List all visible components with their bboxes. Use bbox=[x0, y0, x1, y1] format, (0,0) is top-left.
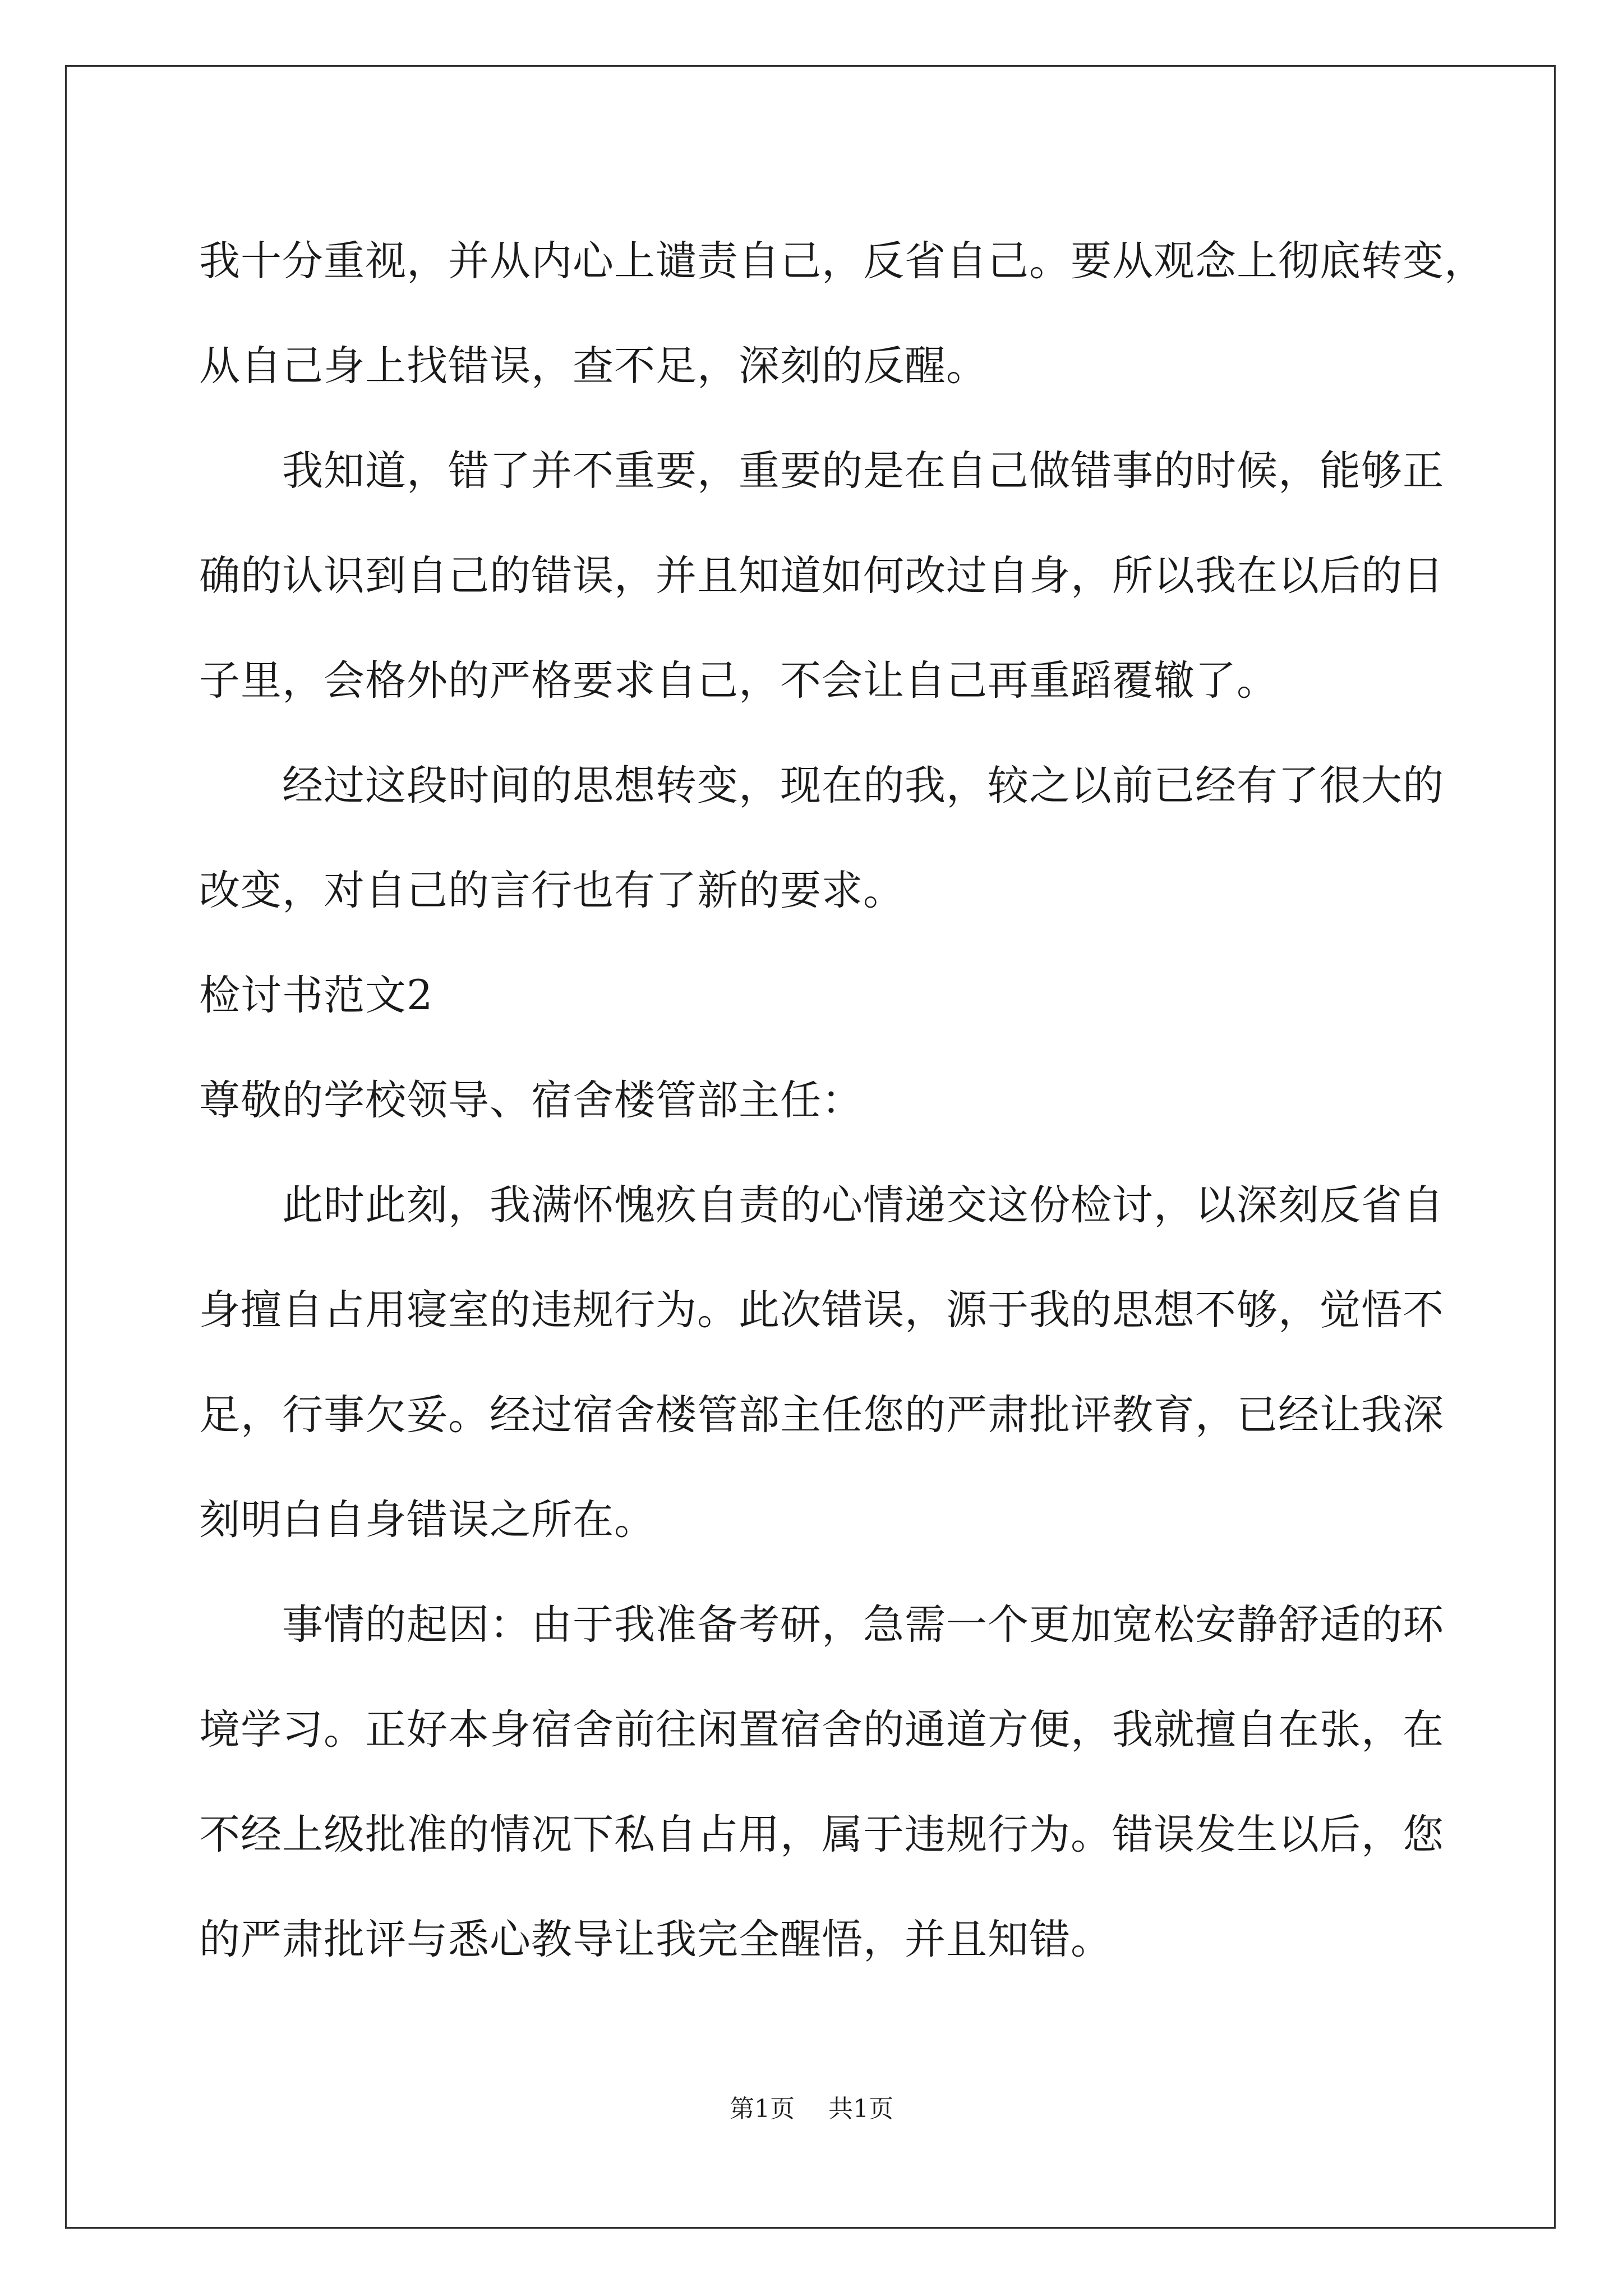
document-body bbox=[199, 209, 1486, 1992]
text-line: 此时此刻，我满怀愧疚自责的心情递交这份检讨，以深刻反省自 bbox=[282, 1181, 1444, 1229]
text-line: 确的认识到自己的错误，并且知道如何改过自身，所以我在以后的日 bbox=[199, 552, 1444, 600]
text-line: 刻明白自身错误之所在。 bbox=[199, 1496, 656, 1544]
page-total: 共1页 bbox=[828, 2095, 893, 2123]
text-line: 境学习。正好本身宿舍前往闲置宿舍的通道方便，我就擅自在张，在 bbox=[199, 1706, 1444, 1754]
page-footer bbox=[0, 2092, 1623, 2126]
text-line: 事情的起因：由于我准备考研，急需一个更加宽松安静舒适的环 bbox=[282, 1601, 1444, 1649]
page-number: 第1页 bbox=[730, 2095, 795, 2123]
text-line: 子里，会格外的严格要求自己，不会让自己再重蹈覆辙了。 bbox=[199, 657, 1278, 705]
text-line: 我知道，错了并不重要，重要的是在自己做错事的时候，能够正 bbox=[282, 447, 1444, 495]
salutation: 尊敬的学校领导、宿舍楼管部主任： bbox=[199, 1076, 863, 1124]
text-line: 我十分重视，并从内心上谴责自己，反省自己。要从观念上彻底转变， bbox=[199, 237, 1486, 285]
text-line: 身擅自占用寝室的违规行为。此次错误，源于我的思想不够，觉悟不 bbox=[199, 1286, 1444, 1334]
text-line: 从自己身上找错误，查不足，深刻的反醒。 bbox=[199, 342, 988, 390]
text-line: 的严肃批评与悉心教导让我完全醒悟，并且知错。 bbox=[199, 1916, 1112, 1963]
text-line: 改变，对自己的言行也有了新的要求。 bbox=[199, 867, 905, 914]
text-line: 经过这段时间的思想转变，现在的我，较之以前已经有了很大的 bbox=[282, 762, 1444, 809]
section-heading: 检讨书范文2 bbox=[199, 972, 434, 1019]
text-line: 不经上级批准的情况下私自占用，属于违规行为。错误发生以后，您 bbox=[199, 1811, 1444, 1858]
text-line: 足，行事欠妥。经过宿舍楼管部主任您的严肃批评教育，已经让我深 bbox=[199, 1391, 1444, 1439]
